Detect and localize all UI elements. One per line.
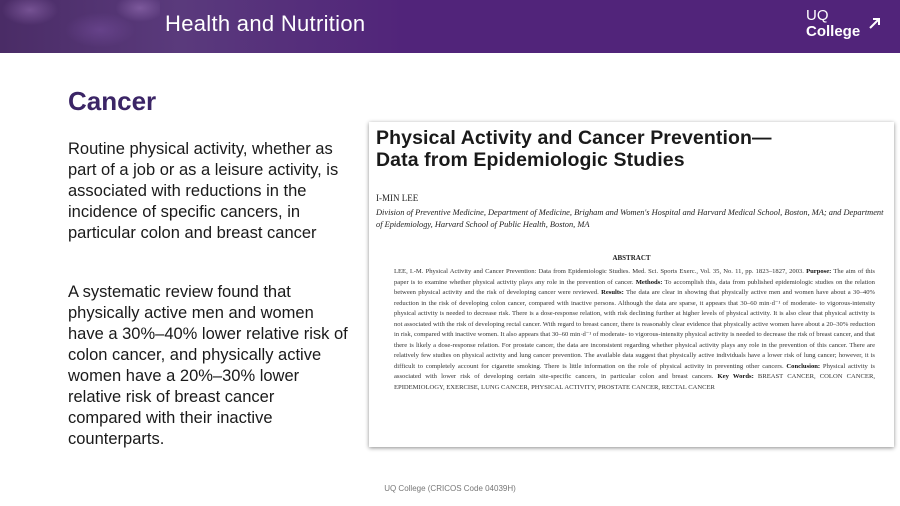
abstract-heading: ABSTRACT bbox=[612, 254, 651, 262]
purpose-label: Purpose: bbox=[806, 268, 832, 275]
footer-cricos: UQ College (CRICOS Code 04039H) bbox=[384, 484, 516, 493]
results-label: Results: bbox=[601, 289, 624, 296]
paper-title bbox=[376, 127, 887, 171]
abstract-methods: To accomplish this, data from published epidemiologic studies on the relation between physical activity and the risk of developing cancer were reviewed. bbox=[394, 278, 875, 296]
abstract-results: The data are clear in showing that physically active men and women have about a 30–40% reduction in the risk of developing colon cancer, compared with inactive persons. Although the data are sparse, it appears that 30–60 min·d⁻¹ of moderate- to vigorous-intensity physical activity is needed to decrease risk. There is a dose-response relation, with risk declining further at higher levels of physical activity. It is also clear that physical activity is not associated with the risk of developing rectal cancer. With regard to breast cancer, there is reasonably clear evidence that physically active women have about a 20–30% reduction in risk, compared with inactive women. It also appears that 30–60 min·d⁻¹ of moderate- to vigorous-intensity physical activity is needed to decrease the risk of breast cancer, and that there is likely a dose-response relation. For prostate cancer, the data are inconsistent regarding whether physical activity plays any role in the prevention of this cancer. There are relatively few studies on physical activity and lung cancer prevention. The available data suggest that physically active individuals have a lower risk of lung cancer; however, it is difficult to completely account for cigarette smoking. There is little information on the role of physical activity in preventing other cancers. bbox=[394, 289, 875, 370]
logo-arrow-icon bbox=[868, 16, 882, 30]
conclusion-label: Conclusion: bbox=[786, 362, 821, 370]
paragraph-systematic-review: A systematic review found that physically active men and women have a 30%–40% lower relative risk of colon cancer, and physically active women have a 20%–30% lower relative risk of breast cancer compared with their inactive counterparts. bbox=[68, 283, 348, 448]
abstract-conclusion: Physical activity is associated with lower risk of developing certain site-specific cancers, in particular colon and breast cancers. bbox=[394, 362, 875, 380]
paper-title-line1: Physical Activity and Cancer Prevention— bbox=[376, 127, 772, 149]
slide-title: Cancer bbox=[68, 86, 157, 116]
paper-author: I-MIN LEE bbox=[376, 193, 419, 203]
paper-excerpt-image bbox=[369, 122, 894, 447]
methods-label: Methods: bbox=[635, 278, 663, 286]
header-banner bbox=[0, 0, 900, 53]
abstract-text bbox=[394, 267, 875, 393]
paragraph-incidence: Routine physical activity, whether as part of a job or as a leisure activity, is associated with reductions in the incidence of specific cancers, in particular colon and breast cancer bbox=[68, 140, 339, 242]
uq-college-logo bbox=[806, 8, 860, 40]
header-title: Health and Nutrition bbox=[165, 11, 366, 36]
paper-title-line2: Data from Epidemiologic Studies bbox=[376, 149, 685, 171]
abstract-citation: LEE, I.-M. Physical Activity and Cancer Prevention: Data from Epidemiologic Studies. Med. Sci. Sports Exerc., Vol. 35, No. 11, pp. 1823–1827, 2003. bbox=[394, 268, 804, 275]
logo-line1: UQ bbox=[806, 7, 829, 24]
abstract-keywords: BREAST CANCER, COLON CANCER, EPIDEMIOLOGY, EXERCISE, LUNG CANCER, PHYSICAL ACTIVITY, PROSTATE CANCER, RECTAL CANCER bbox=[394, 373, 875, 391]
keywords-label: Key Words: bbox=[717, 373, 754, 380]
abstract-purpose: The aim of this paper is to examine whether physical activity plays any role in the prevention of cancer. bbox=[394, 268, 876, 286]
paper-affiliation: Division of Preventive Medicine, Department of Medicine, Brigham and Women's Hospital and Harvard Medical School, Boston, MA; and Department of Epidemiology, Harvard School of Public Health, Boston, MA bbox=[376, 208, 884, 229]
logo-line2: College bbox=[806, 23, 861, 40]
flower-decoration bbox=[0, 0, 160, 53]
